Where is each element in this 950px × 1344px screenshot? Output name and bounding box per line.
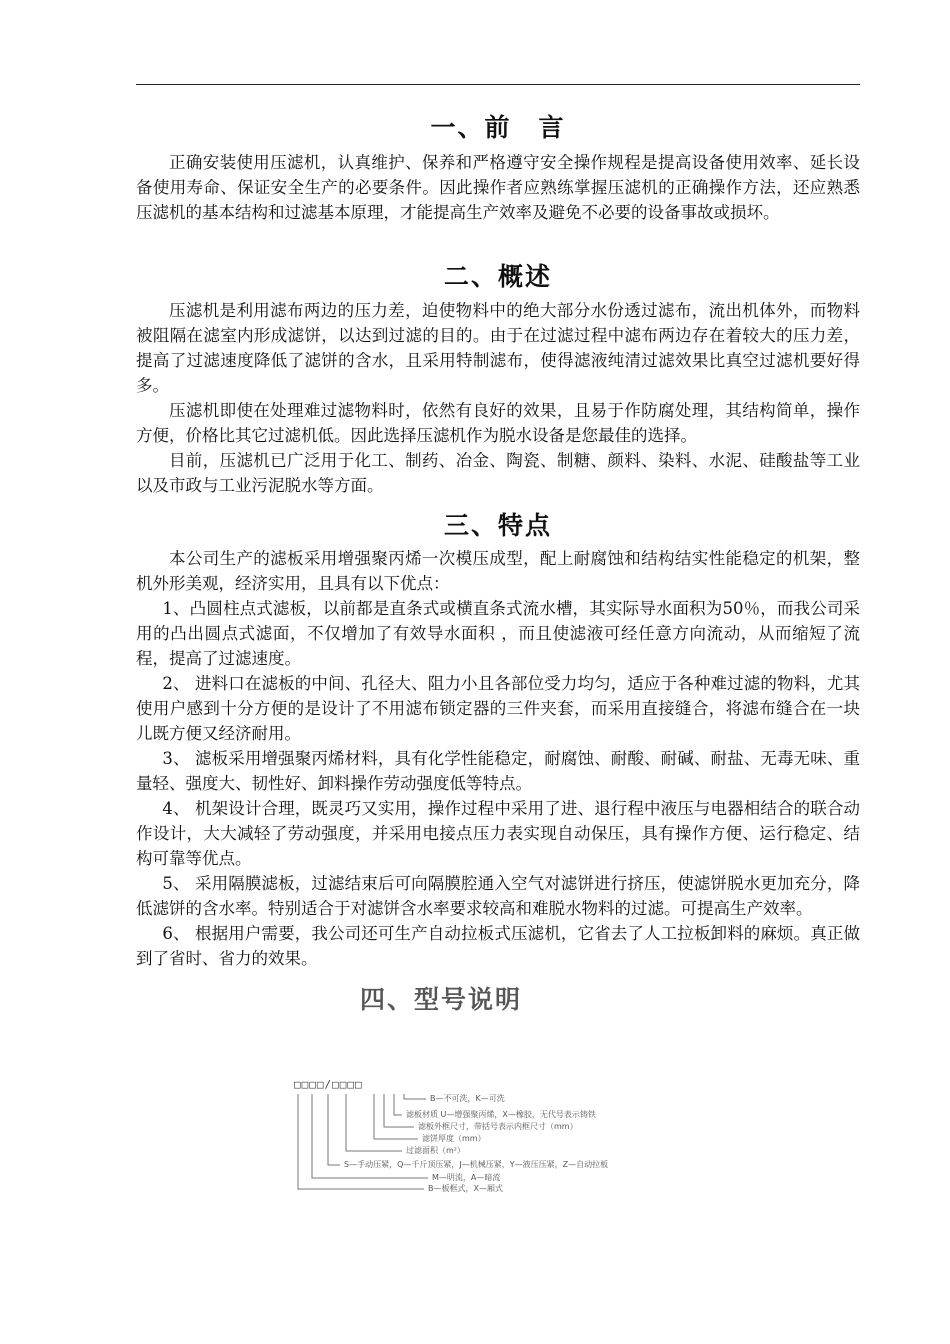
cut-off-heading-text: 四、型号说明 bbox=[360, 985, 523, 1014]
feature-item: 2、 进料口在滤板的中间、孔径大、阻力小且各部位受力均匀，适应于各种难过滤的物料，尤其使用户感到十分方便的是设计了不用滤布锁定器的三件夹套，而采用直接缝合，将滤布缝合在一块儿既方便又经济耐用。 bbox=[136, 674, 860, 743]
header-rule bbox=[136, 84, 860, 85]
feature-item: 3、 滤板采用增强聚丙烯材料，具有化学性能稳定，耐腐蚀、耐酸、耐碱、耐盐、无毒无味、重量轻、强度大、韧性好、卸料操作劳动强度低等特点。 bbox=[136, 749, 860, 793]
diagram-label: B—板框式，X—厢式 bbox=[428, 1184, 503, 1193]
feature-item: 6、 根据用户需要，我公司还可生产自动拉板式压滤机，它省去了人工拉板卸料的麻烦。真正做到了省时、省力的效果。 bbox=[136, 924, 860, 968]
diagram-label: 过滤面积（m²） bbox=[406, 1146, 465, 1155]
model-code-boxes: □□□□/□□□□ bbox=[294, 1078, 363, 1091]
paragraph: 本公司生产的滤板采用增强聚丙烯一次模压成型，配上耐腐蚀和结构结实性能稳定的机架，整机外形美观，经济实用，且具有以下优点： bbox=[136, 549, 860, 593]
feature-item: 1、凸圆柱点式滤板，以前都是直条式或横直条式流水槽，其实际导水面积为50％，而我公司采用的凸出圆点式滤面，不仅增加了有效导水面积 ，而且使滤液可经任意方向流动，从而缩短了流程，提高了过滤速度。 bbox=[136, 599, 860, 668]
diagram-label: 滤饼厚度（mm） bbox=[422, 1134, 486, 1143]
paragraph: 正确安装使用压滤机，认真维护、保养和严格遵守安全操作规程是提高设备使用效率、延长设备使用寿命、保证安全生产的必要条件。因此操作者应熟练掌握压滤机的正确操作方法，还应熟悉压滤机的基本结构和过滤基本原理，才能提高生产效率及避免不必要的设备事故或损坏。 bbox=[136, 153, 860, 222]
section-heading-preface: 一、前 言 bbox=[430, 113, 566, 142]
paragraph: 压滤机即使在处理难过滤物料时，依然有良好的效果，且易于作防腐处理，其结构简单，操作方便，价格比其它过滤机低。因此选择压滤机作为脱水设备是您最佳的选择。 bbox=[136, 401, 860, 445]
diagram-label: S—手动压紧，Q—千斤顶压紧，J—机械压紧，Y—液压压紧，Z—自动拉板 bbox=[344, 1160, 609, 1169]
model-code-diagram bbox=[290, 1078, 670, 1198]
feature-item: 4、 机架设计合理，既灵巧又实用，操作过程中采用了进、退行程中液压与电器相结合的联合动作设计，大大减轻了劳动强度，并采用电接点压力表实现自动保压，具有操作方便、运行稳定、结构可靠等优点。 bbox=[136, 799, 860, 868]
section-heading-features: 三、特点 bbox=[443, 511, 552, 540]
cut-off-heading bbox=[360, 985, 620, 1014]
feature-item: 5、 采用隔膜滤板，过滤结束后可向隔膜腔通入空气对滤饼进行挤压，使滤饼脱水更加充分，降低滤饼的含水率。特别适合于对滤饼含水率要求较高和难脱水物料的过滤。可提高生产效率。 bbox=[136, 874, 860, 918]
section-overview-body bbox=[136, 298, 860, 498]
section-heading-overview: 二、概述 bbox=[443, 262, 552, 291]
section-features-body bbox=[136, 546, 860, 971]
diagram-label: 滤板外框尺寸，带括号表示内框尺寸（mm） bbox=[418, 1122, 578, 1131]
paragraph: 目前，压滤机已广泛用于化工、制药、冶金、陶瓷、制糖、颜料、染料、水泥、硅酸盐等工业以及市政与工业污泥脱水等方面。 bbox=[136, 451, 860, 495]
section-preface-body bbox=[136, 150, 860, 225]
paragraph: 压滤机是利用滤布两边的压力差，迫使物料中的绝大部分水份透过滤布，流出机体外，而物料被阻隔在滤室内形成滤饼，以达到过滤的目的。由于在过滤过程中滤布两边存在着较大的压力差，提高了过滤速度降低了滤饼的含水，且采用特制滤布，使得滤液纯清过滤效果比真空过滤机要好得多。 bbox=[136, 301, 860, 395]
diagram-label: 滤板材质 U—增强聚丙烯，X—橡胶，无代号表示铸铁 bbox=[406, 1110, 596, 1119]
diagram-label: M—明流，A—暗流 bbox=[432, 1173, 501, 1182]
diagram-label: B—不可洗，K—可洗 bbox=[430, 1094, 505, 1103]
